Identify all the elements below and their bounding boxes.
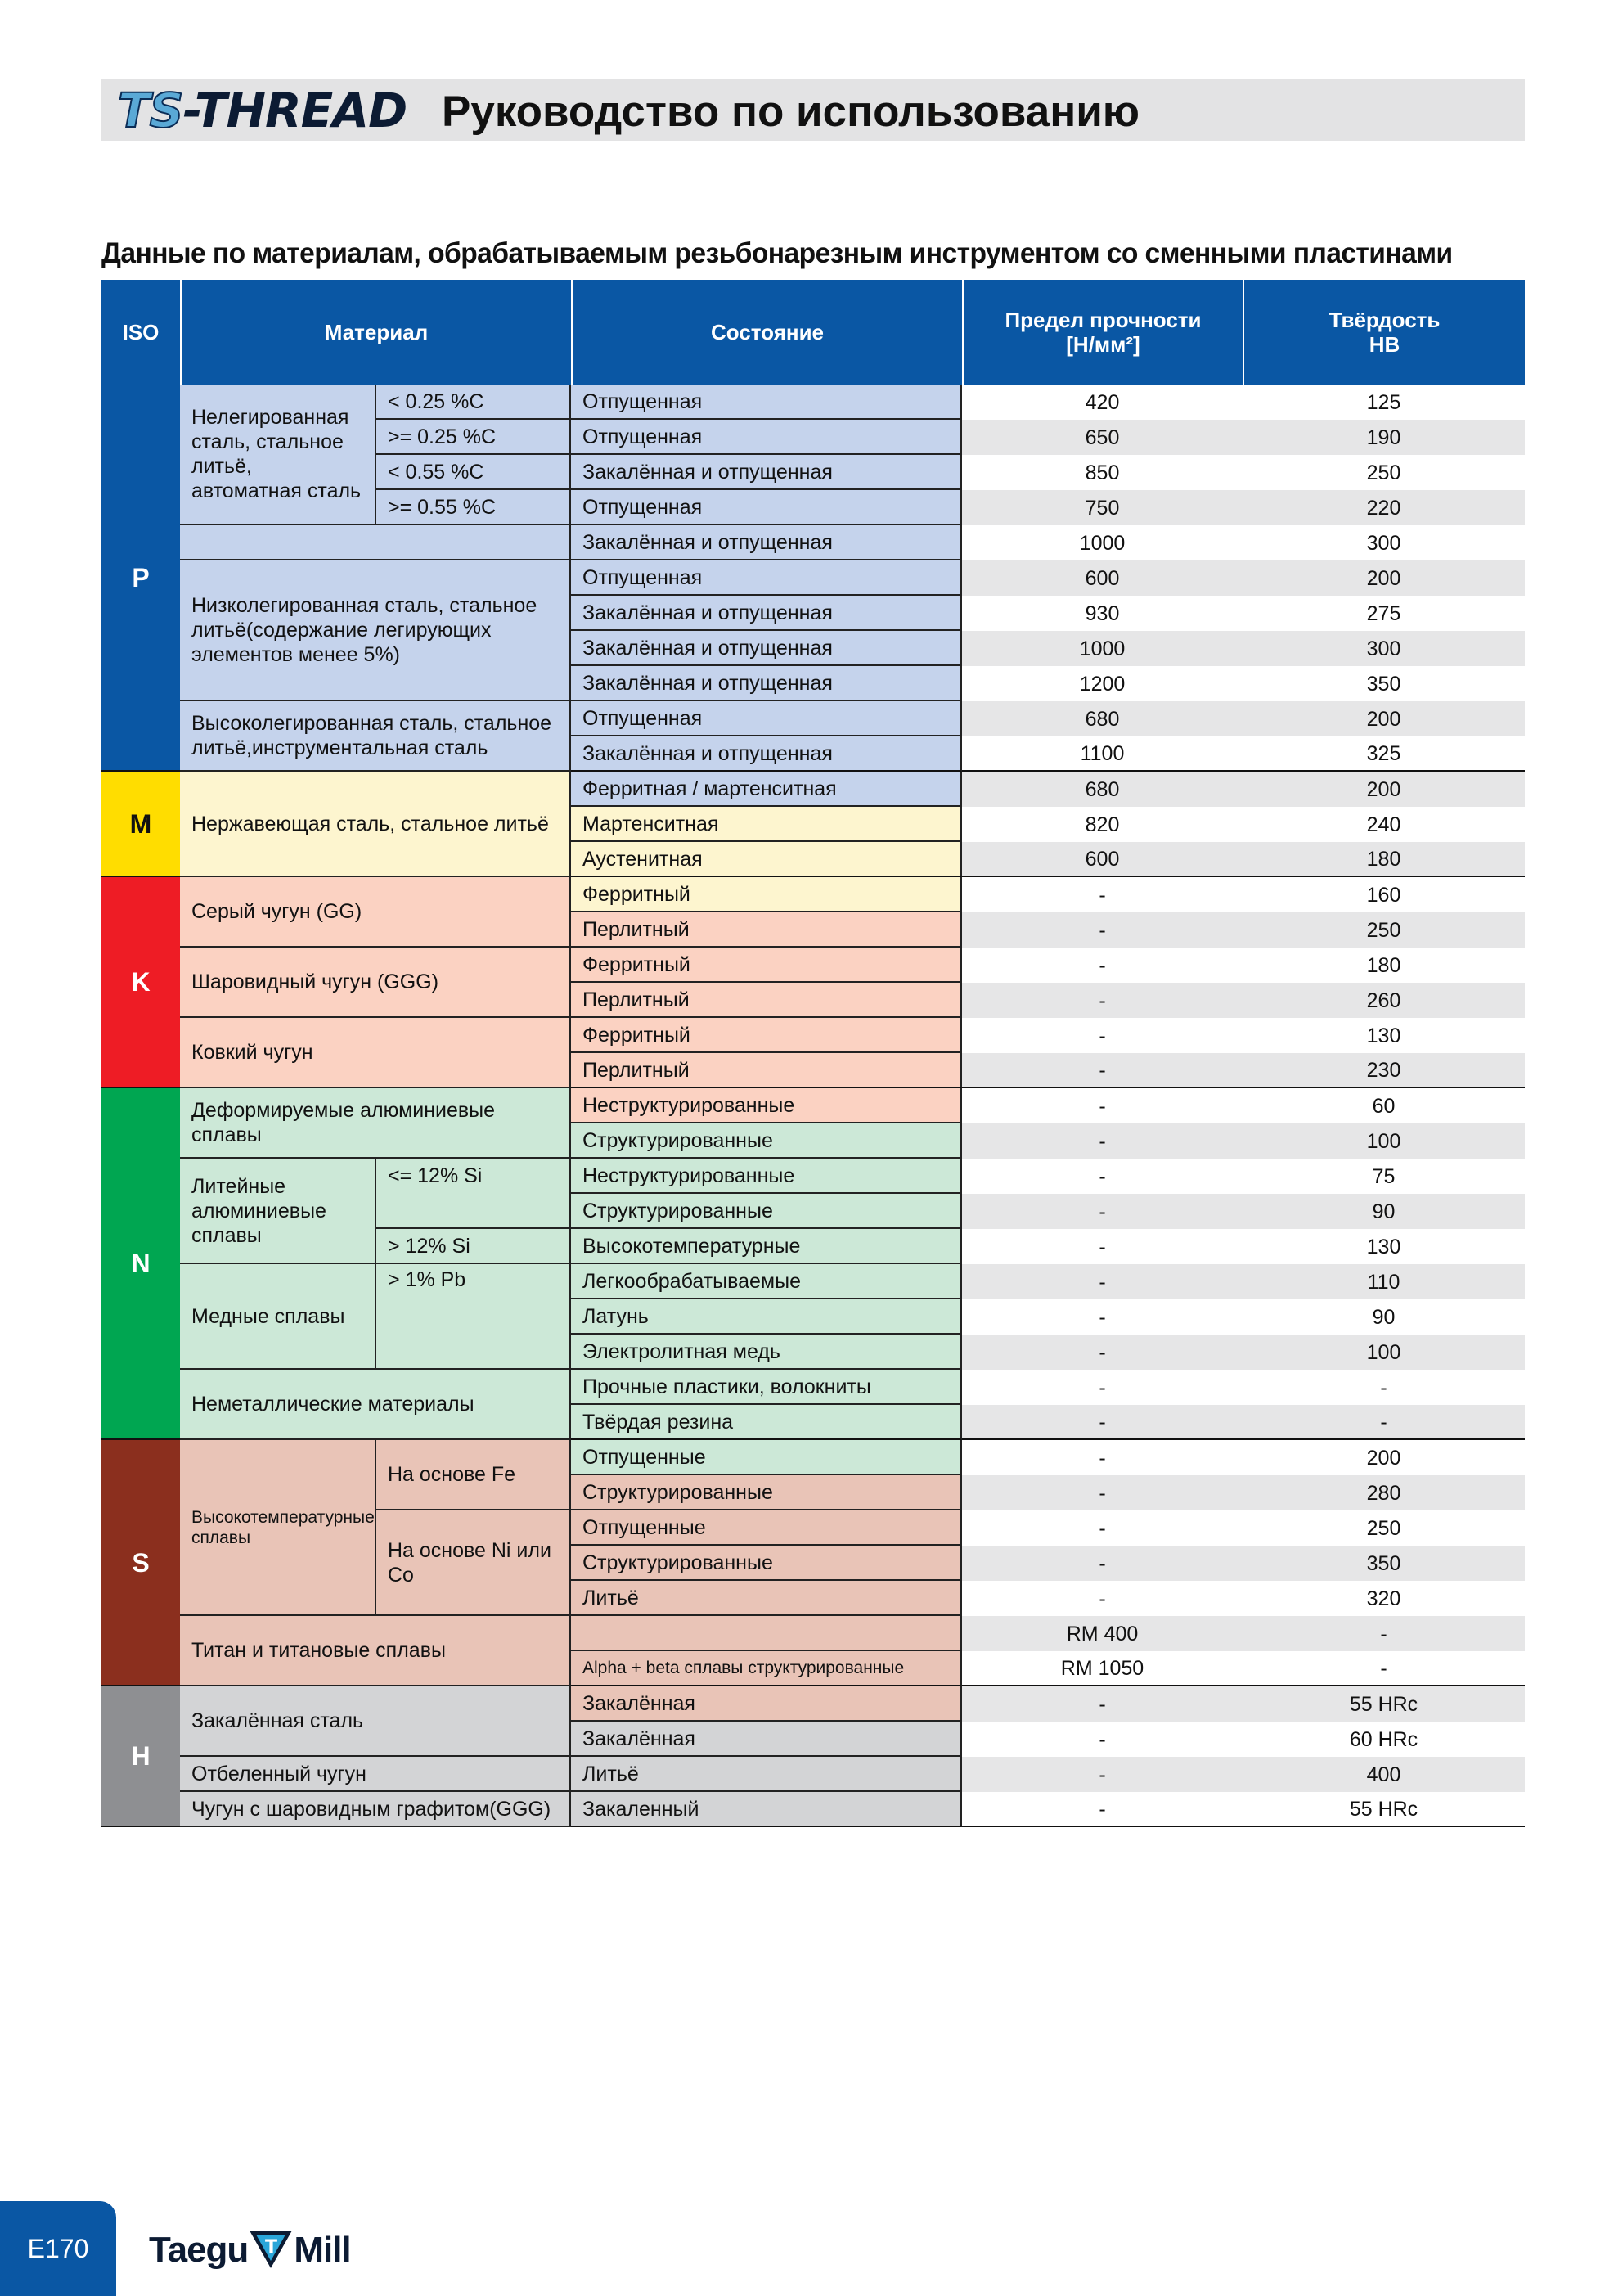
ts-thread-logo — [118, 82, 407, 139]
strength-cell: 1100 — [962, 736, 1243, 772]
sub-condition: На основе Fe — [376, 1440, 571, 1510]
state-cell: Отпущенная — [571, 385, 962, 420]
hardness-cell: 300 — [1243, 525, 1525, 560]
brand-logo — [149, 2226, 351, 2271]
hardness-cell: 75 — [1243, 1159, 1525, 1194]
brand-taegu: Taegu — [149, 2230, 249, 2270]
strength-cell: - — [962, 1123, 1243, 1159]
hardness-cell: 160 — [1243, 877, 1525, 912]
strength-cell: - — [962, 1792, 1243, 1827]
strength-cell: - — [962, 1510, 1243, 1546]
state-cell: Структурированные — [571, 1123, 962, 1159]
hardness-cell: 300 — [1243, 631, 1525, 666]
state-cell: Отпущенная — [571, 490, 962, 525]
material-cell: Низколегированная сталь, стальное литьё(содержание легирующих элементов менее 5%) — [180, 560, 571, 701]
material-cell: Отбеленный чугун — [180, 1757, 571, 1792]
hardness-cell: 275 — [1243, 596, 1525, 631]
iso-group-p: P — [101, 385, 180, 772]
hardness-cell: 100 — [1243, 1335, 1525, 1370]
state-cell: Прочные пластики, волокниты — [571, 1370, 962, 1405]
strength-cell: 680 — [962, 701, 1243, 736]
brand-mill: Mill — [294, 2230, 351, 2270]
state-cell: Отпущенная — [571, 420, 962, 455]
state-cell: Неструктурированные — [571, 1159, 962, 1194]
strength-cell: - — [962, 1264, 1243, 1299]
hardness-cell: 400 — [1243, 1757, 1525, 1792]
strength-cell: - — [962, 1194, 1243, 1229]
header-strength — [962, 280, 1243, 385]
state-cell: Легкообрабатываемые — [571, 1264, 962, 1299]
hardness-cell: 230 — [1243, 1053, 1525, 1088]
strength-cell: - — [962, 912, 1243, 948]
state-cell: Отпущенная — [571, 560, 962, 596]
hardness-cell: 260 — [1243, 983, 1525, 1018]
state-cell: Закалённая и отпущенная — [571, 455, 962, 490]
state-cell — [571, 1616, 962, 1651]
strength-cell: - — [962, 1440, 1243, 1475]
material-cell: Чугун с шаровидным графитом(GGG) — [180, 1792, 571, 1827]
hardness-cell: 350 — [1243, 666, 1525, 701]
state-cell: Структурированные — [571, 1546, 962, 1581]
strength-cell: - — [962, 1757, 1243, 1792]
hardness-cell: 180 — [1243, 948, 1525, 983]
material-cell: Литейные алюминиевые сплавы — [180, 1159, 376, 1264]
strength-cell: - — [962, 1018, 1243, 1053]
material-cell: Деформируемые алюминиевые сплавы — [180, 1088, 571, 1159]
brand-mark: T — [265, 2237, 277, 2258]
iso-group-h: H — [101, 1686, 180, 1827]
state-cell: Литьё — [571, 1581, 962, 1616]
strength-cell: RM 1050 — [962, 1651, 1243, 1686]
strength-cell: - — [962, 1088, 1243, 1123]
state-cell: Мартенситная — [571, 807, 962, 842]
header-iso: ISO — [101, 280, 180, 385]
taegutec-emblem-icon — [248, 2226, 294, 2270]
material-cell-blank — [180, 525, 571, 560]
strength-cell: - — [962, 1370, 1243, 1405]
hardness-cell: 220 — [1243, 490, 1525, 525]
iso-group-k: K — [101, 877, 180, 1088]
material-cell: Высоколегированная сталь, стальное литьё,инструментальная сталь — [180, 701, 571, 772]
hardness-cell: 200 — [1243, 701, 1525, 736]
strength-cell: 930 — [962, 596, 1243, 631]
material-cell: Закалённая сталь — [180, 1686, 571, 1757]
hardness-cell: 90 — [1243, 1299, 1525, 1335]
strength-cell: RM 400 — [962, 1616, 1243, 1651]
hardness-cell: 200 — [1243, 772, 1525, 807]
state-cell: Закалённая — [571, 1722, 962, 1757]
hardness-cell: 100 — [1243, 1123, 1525, 1159]
hardness-cell: 110 — [1243, 1264, 1525, 1299]
material-cell: Неметаллические материалы — [180, 1370, 571, 1440]
strength-cell: - — [962, 877, 1243, 912]
state-cell: Перлитный — [571, 983, 962, 1018]
strength-cell: 820 — [962, 807, 1243, 842]
state-cell: Закалённая и отпущенная — [571, 736, 962, 772]
hardness-cell: 90 — [1243, 1194, 1525, 1229]
hardness-cell: - — [1243, 1405, 1525, 1440]
page-title: Руководство по использованию — [442, 88, 1140, 136]
hardness-cell: 190 — [1243, 420, 1525, 455]
section-title: Данные по материалам, обрабатываемым резьбонарезным инструментом со сменными пластинами — [101, 237, 1453, 269]
state-cell: Латунь — [571, 1299, 962, 1335]
sub-condition: > 12% Si — [376, 1229, 571, 1264]
sub-condition: <= 12% Si — [376, 1159, 571, 1229]
state-cell: Отпущенные — [571, 1440, 962, 1475]
hardness-cell: 60 HRc — [1243, 1722, 1525, 1757]
state-cell: Закалённая — [571, 1686, 962, 1722]
strength-cell: - — [962, 983, 1243, 1018]
iso-group-n: N — [101, 1088, 180, 1440]
strength-cell: 650 — [962, 420, 1243, 455]
header-material: Материал — [180, 280, 571, 385]
state-cell: Перлитный — [571, 912, 962, 948]
state-cell: Закалённая и отпущенная — [571, 596, 962, 631]
hardness-cell: 200 — [1243, 1440, 1525, 1475]
strength-cell: 1000 — [962, 631, 1243, 666]
hardness-cell: 200 — [1243, 560, 1525, 596]
strength-cell: 600 — [962, 842, 1243, 877]
material-cell: Серый чугун (GG) — [180, 877, 571, 948]
strength-cell: - — [962, 1053, 1243, 1088]
header-state: Состояние — [571, 280, 962, 385]
state-cell: Закалённая и отпущенная — [571, 631, 962, 666]
state-cell: Структурированные — [571, 1475, 962, 1510]
state-cell: Твёрдая резина — [571, 1405, 962, 1440]
material-cell: Нелегированная сталь, стальное литьё, автоматная сталь — [180, 385, 376, 525]
hardness-cell: 130 — [1243, 1229, 1525, 1264]
strength-cell: - — [962, 1229, 1243, 1264]
state-cell: Структурированные — [571, 1194, 962, 1229]
state-cell: Ферритный — [571, 1018, 962, 1053]
iso-group-s: S — [101, 1440, 180, 1686]
logo-dash: - — [182, 83, 195, 138]
header-strength-unit: [Н/мм²] — [1066, 332, 1140, 357]
state-cell: Отпущенные — [571, 1510, 962, 1546]
header-hardness — [1243, 280, 1525, 385]
hardness-cell: 320 — [1243, 1581, 1525, 1616]
state-cell: Закалённая и отпущенная — [571, 666, 962, 701]
strength-cell: 680 — [962, 772, 1243, 807]
state-cell: Электролитная медь — [571, 1335, 962, 1370]
header-strength-title: Предел прочности — [1005, 308, 1202, 332]
hardness-cell: 350 — [1243, 1546, 1525, 1581]
strength-cell: - — [962, 1686, 1243, 1722]
strength-cell: - — [962, 1299, 1243, 1335]
state-cell: Закаленный — [571, 1792, 962, 1827]
strength-cell: 750 — [962, 490, 1243, 525]
strength-cell: - — [962, 1335, 1243, 1370]
hardness-cell: 60 — [1243, 1088, 1525, 1123]
state-cell: Alpha + beta сплавы структурированные — [571, 1651, 962, 1686]
strength-cell: 1200 — [962, 666, 1243, 701]
hardness-cell: - — [1243, 1651, 1525, 1686]
state-cell: Ферритная / мартенситная — [571, 772, 962, 807]
hardness-cell: 55 HRc — [1243, 1792, 1525, 1827]
strength-cell: 420 — [962, 385, 1243, 420]
hardness-cell: 180 — [1243, 842, 1525, 877]
page-number: E170 — [0, 2201, 116, 2296]
strength-cell: - — [962, 1475, 1243, 1510]
state-cell: Литьё — [571, 1757, 962, 1792]
hardness-cell: 250 — [1243, 912, 1525, 948]
iso-group-m: M — [101, 772, 180, 877]
hardness-cell: 130 — [1243, 1018, 1525, 1053]
sub-condition: >= 0.55 %C — [376, 490, 571, 525]
material-cell: Нержавеющая сталь, стальное литьё — [180, 772, 571, 877]
state-cell: Отпущенная — [571, 701, 962, 736]
header-hardness-title: Твёрдость — [1329, 308, 1441, 332]
strength-cell: - — [962, 1159, 1243, 1194]
hardness-cell: 55 HRc — [1243, 1686, 1525, 1722]
header-hardness-unit: HB — [1369, 332, 1400, 357]
state-cell: Ферритный — [571, 948, 962, 983]
sub-condition: > 1% Pb — [376, 1264, 571, 1370]
strength-cell: 1000 — [962, 525, 1243, 560]
state-cell: Перлитный — [571, 1053, 962, 1088]
hardness-cell: 125 — [1243, 385, 1525, 420]
sub-condition: < 0.55 %C — [376, 455, 571, 490]
sub-condition: < 0.25 %C — [376, 385, 571, 420]
strength-cell: 850 — [962, 455, 1243, 490]
materials-table — [101, 280, 1525, 1862]
hardness-cell: 280 — [1243, 1475, 1525, 1510]
material-cell: Шаровидный чугун (GGG) — [180, 948, 571, 1018]
material-cell: Титан и титановые сплавы — [180, 1616, 571, 1686]
material-cell: Медные сплавы — [180, 1264, 376, 1370]
state-cell: Аустенитная — [571, 842, 962, 877]
state-cell: Ферритный — [571, 877, 962, 912]
hardness-cell: 240 — [1243, 807, 1525, 842]
hardness-cell: - — [1243, 1370, 1525, 1405]
strength-cell: - — [962, 1722, 1243, 1757]
state-cell: Закалённая и отпущенная — [571, 525, 962, 560]
material-cell: Высокотемпературные сплавы — [180, 1440, 376, 1616]
strength-cell: - — [962, 1581, 1243, 1616]
material-cell: Ковкий чугун — [180, 1018, 571, 1088]
logo-thread: THREAD — [194, 83, 407, 138]
hardness-cell: - — [1243, 1616, 1525, 1651]
strength-cell: - — [962, 1405, 1243, 1440]
hardness-cell: 325 — [1243, 736, 1525, 772]
sub-condition: На основе Ni или Co — [376, 1510, 571, 1616]
strength-cell: - — [962, 1546, 1243, 1581]
logo-ts: TS — [118, 83, 183, 138]
state-cell: Высокотемпературные — [571, 1229, 962, 1264]
strength-cell: 600 — [962, 560, 1243, 596]
sub-condition: >= 0.25 %C — [376, 420, 571, 455]
strength-cell: - — [962, 948, 1243, 983]
hardness-cell: 250 — [1243, 1510, 1525, 1546]
hardness-cell: 250 — [1243, 455, 1525, 490]
state-cell: Неструктурированные — [571, 1088, 962, 1123]
